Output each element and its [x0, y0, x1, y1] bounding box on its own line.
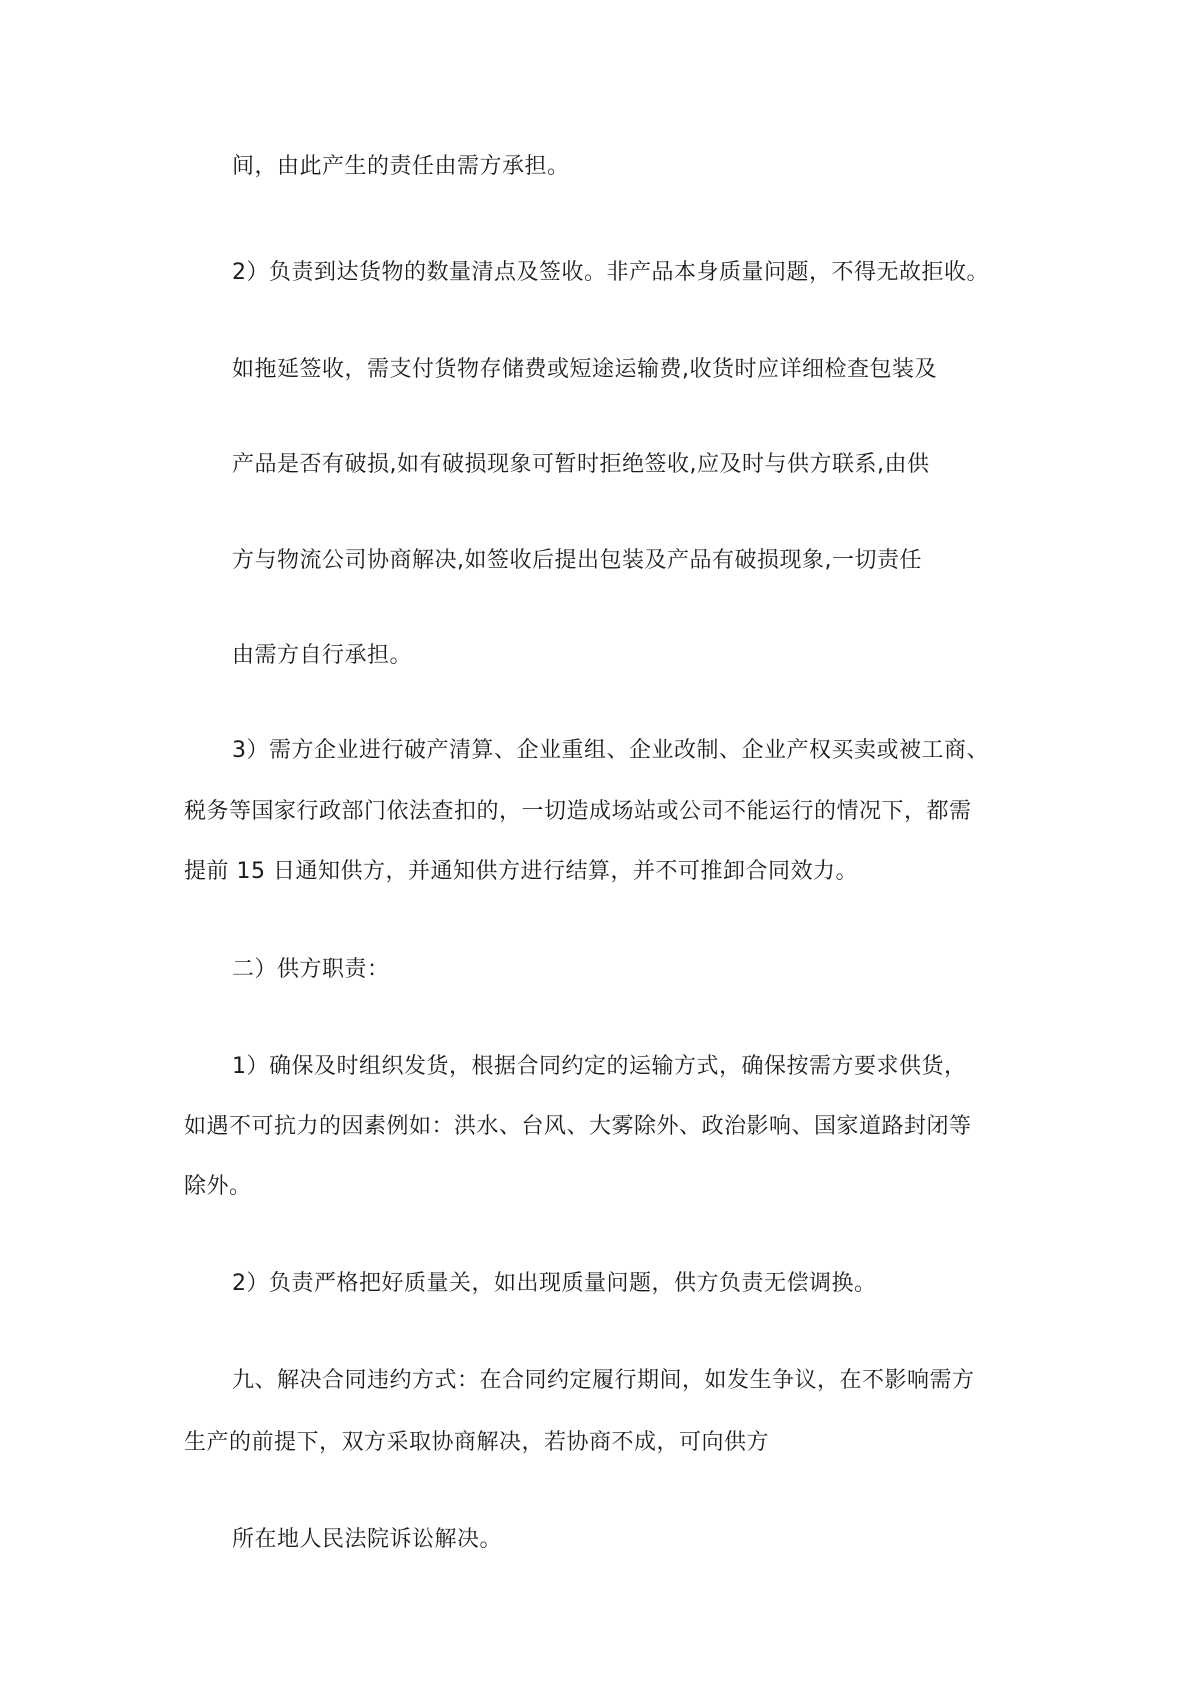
- text-line: 税务等国家行政部门依法查扣的，一切造成场站或公司不能运行的情况下，都需: [184, 799, 972, 824]
- text-line: 1）确保及时组织发货，根据合同约定的运输方式，确保按需方要求供货，: [232, 1054, 967, 1079]
- text-line: 方与物流公司协商解决,如签收后提出包装及产品有破损现象,一切责任: [232, 548, 922, 573]
- text-line: 如拖延签收，需支付货物存储费或短途运输费,收货时应详细检查包装及: [232, 357, 937, 382]
- text-line: 提前 15 日通知供方，并通知供方进行结算，并不可推卸合同效力。: [184, 859, 858, 884]
- text-line: 生产的前提下，双方采取协商解决，若协商不成，可向供方: [184, 1430, 770, 1455]
- section-heading: 九、解决合同违约方式：在合同约定履行期间，如发生争议，在不影响需方: [232, 1368, 975, 1393]
- text-line: 2）负责严格把好质量关，如出现质量问题，供方负责无偿调换。: [232, 1271, 877, 1296]
- text-line: 如遇不可抗力的因素例如：洪水、台风、大雾除外、政治影响、国家道路封闭等: [184, 1114, 972, 1139]
- text-line: 所在地人民法院诉讼解决。: [232, 1527, 503, 1552]
- section-heading: 二）供方职责：: [232, 957, 390, 982]
- text-line: 间，由此产生的责任由需方承担。: [232, 154, 570, 179]
- text-line: 除外。: [184, 1174, 252, 1199]
- text-line: 2）负责到达货物的数量清点及签收。非产品本身质量问题，不得无故拒收。: [232, 260, 989, 285]
- text-line: 产品是否有破损,如有破损现象可暂时拒绝签收,应及时与供方联系,由供: [232, 452, 930, 477]
- text-line: 由需方自行承担。: [232, 643, 413, 668]
- text-line: 3）需方企业进行破产清算、企业重组、企业改制、企业产权买卖或被工商、: [232, 738, 989, 763]
